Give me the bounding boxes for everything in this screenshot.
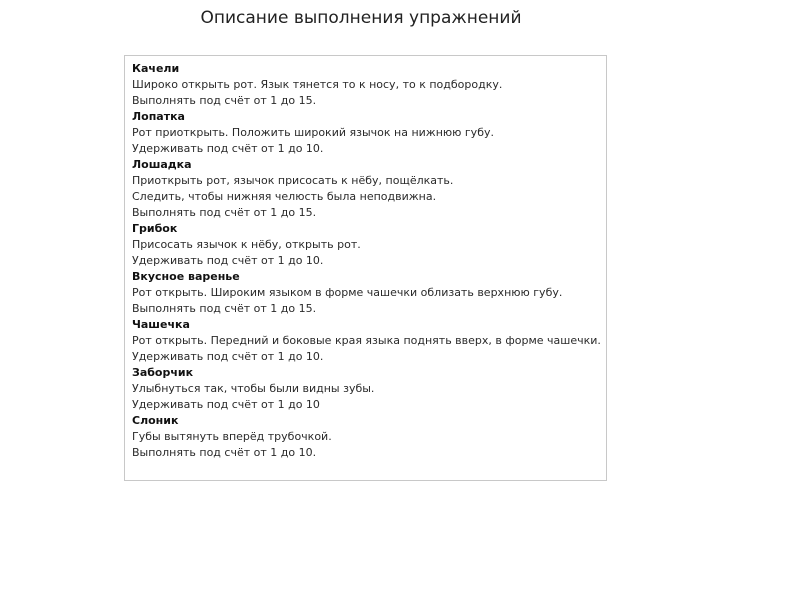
exercise-name: Лошадка bbox=[132, 158, 192, 171]
exercise-name: Грибок bbox=[132, 222, 178, 235]
exercise-instruction: Присосать язычок к нёбу, открыть рот. bbox=[132, 238, 361, 251]
exercise-zaborchik bbox=[132, 365, 600, 413]
exercise-instruction: Губы вытянуть вперёд трубочкой. bbox=[132, 430, 332, 443]
exercise-loshadka bbox=[132, 157, 600, 221]
exercise-instruction: Удерживать под счёт от 1 до 10. bbox=[132, 254, 324, 267]
exercise-name: Слоник bbox=[132, 414, 179, 427]
exercise-instruction: Удерживать под счёт от 1 до 10. bbox=[132, 350, 324, 363]
exercise-instruction: Широко открыть рот. Язык тянется то к носу, то к подбородку. bbox=[132, 78, 503, 91]
page-title: Описание выполнения упражнений bbox=[200, 8, 522, 28]
exercise-instruction: Рот приоткрыть. Положить широкий язычок на нижнюю губу. bbox=[132, 126, 494, 139]
exercise-instruction: Улыбнуться так, чтобы были видны зубы. bbox=[132, 382, 375, 395]
exercise-description-box bbox=[124, 55, 607, 481]
exercise-name: Лопатка bbox=[132, 110, 185, 123]
exercise-instruction: Выполнять под счёт от 1 до 10. bbox=[132, 446, 317, 459]
exercise-instruction: Выполнять под счёт от 1 до 15. bbox=[132, 206, 317, 219]
exercise-name: Заборчик bbox=[132, 366, 194, 379]
exercise-instruction: Рот открыть. Широким языком в форме чашечки облизать верхнюю губу. bbox=[132, 286, 563, 299]
exercise-instruction: Приоткрыть рот, язычок присосать к нёбу, пощёлкать. bbox=[132, 174, 454, 187]
exercise-gribok bbox=[132, 221, 600, 269]
exercise-name: Качели bbox=[132, 62, 180, 75]
exercise-name: Вкусное варенье bbox=[132, 270, 240, 283]
exercise-name: Чашечка bbox=[132, 318, 190, 331]
exercise-instruction: Выполнять под счёт от 1 до 15. bbox=[132, 94, 317, 107]
exercise-chashechka bbox=[132, 317, 600, 365]
exercise-instruction: Выполнять под счёт от 1 до 15. bbox=[132, 302, 317, 315]
exercise-kacheli bbox=[132, 61, 600, 109]
exercise-slonik bbox=[132, 413, 600, 461]
exercise-vkusnoe-varenye bbox=[132, 269, 600, 317]
exercise-instruction: Удерживать под счёт от 1 до 10 bbox=[132, 398, 320, 411]
exercise-instruction: Рот открыть. Передний и боковые края языка поднять вверх, в форме чашечки. bbox=[132, 334, 601, 347]
exercise-lopatka bbox=[132, 109, 600, 157]
exercise-instruction: Следить, чтобы нижняя челюсть была неподвижна. bbox=[132, 190, 437, 203]
exercise-instruction: Удерживать под счёт от 1 до 10. bbox=[132, 142, 324, 155]
